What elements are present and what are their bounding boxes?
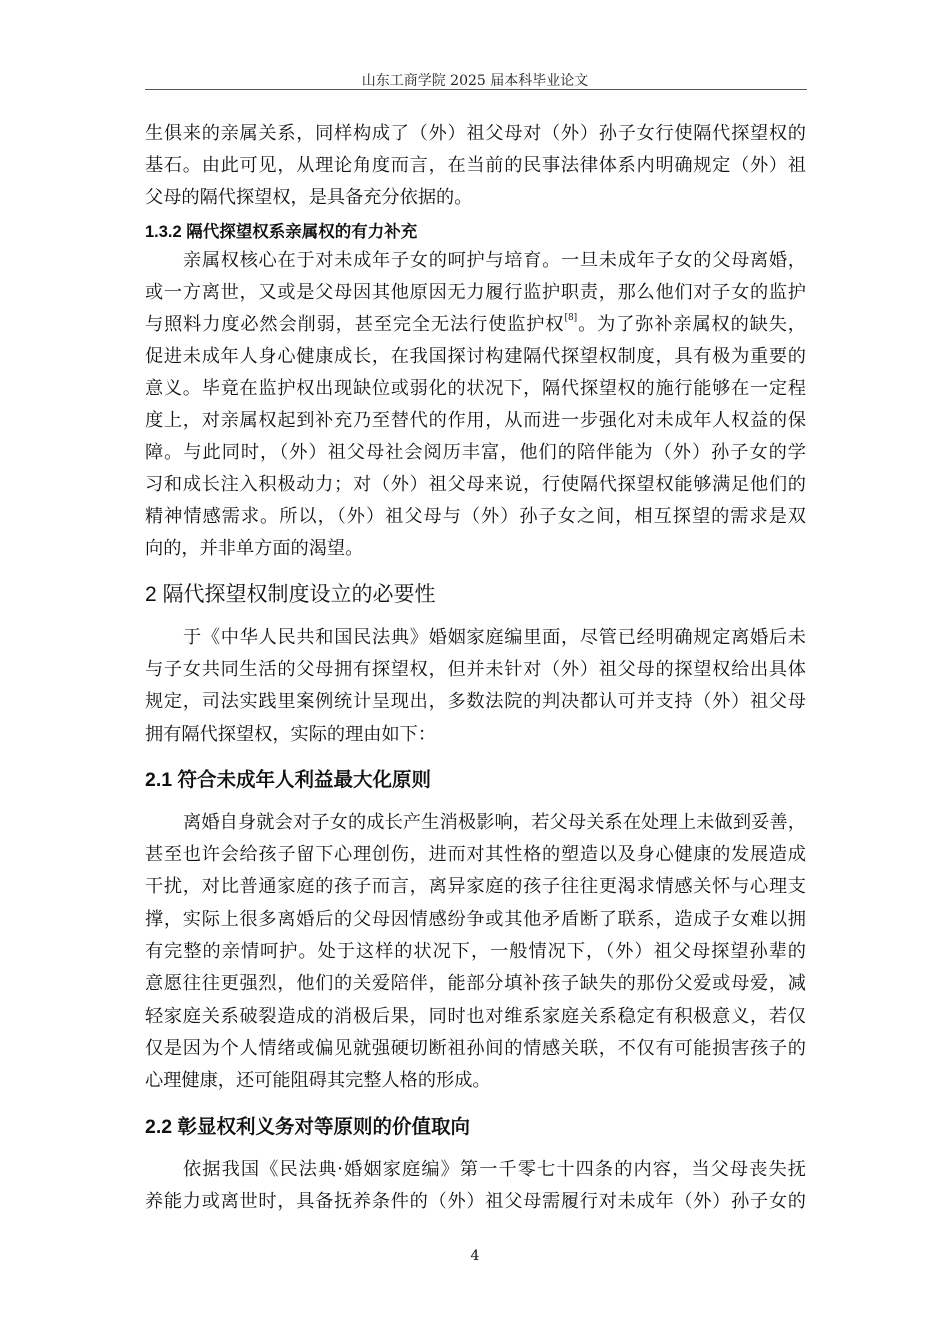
paragraph-line: 生俱来的亲属关系，同样构成了（外）祖父母对（外）孙子女行使隔代探望权的 [145, 123, 806, 144]
paragraph-line: 精神情感需求。所以，（外）祖父母与（外）孙子女之间，相互探望的需求是双 [145, 506, 806, 527]
citation-ref[interactable]: [8] [564, 313, 578, 323]
paragraph-line: 父母的隔代探望权，是具备充分依据的。 [145, 187, 473, 208]
paragraph-line: 有完整的亲情呵护。处于这样的状况下，一般情况下，（外）祖父母探望孙辈的 [145, 941, 806, 962]
paragraph-line: 养能力或离世时，具备抚养条件的（外）祖父母需履行对未成年（外）孙子女的 [145, 1191, 806, 1212]
subsection-heading: 1.3.2 隔代探望权系亲属权的有力补充 [145, 223, 418, 241]
paragraph-line: 习和成长注入积极动力；对（外）祖父母来说，行使隔代探望权能够满足他们的 [145, 474, 806, 495]
paragraph-line: 心理健康，还可能阻碍其完整人格的形成。 [145, 1070, 491, 1091]
paragraph-line: 向的，并非单方面的渴望。 [145, 538, 364, 559]
paragraph-line: 基石。由此可见，从理论角度而言，在当前的民事法律体系内明确规定（外）祖 [145, 155, 806, 176]
section-heading: 2 隔代探望权制度设立的必要性 [145, 583, 436, 606]
page-number: 4 [470, 1248, 480, 1264]
paragraph-line: 与子女共同生活的父母拥有探望权，但并未针对（外）祖父母的探望权给出具体 [145, 659, 806, 680]
paragraph-line: 或一方离世，又或是父母因其他原因无力履行监护职责，那么他们对子女的监护 [145, 282, 806, 303]
paragraph-line: 规定，司法实践里案例统计呈现出，多数法院的判决都认可并支持（外）祖父母 [145, 691, 806, 712]
paragraph-line: 依据我国《民法典·婚姻家庭编》第一千零七十四条的内容，当父母丧失抚 [183, 1159, 806, 1180]
paragraph-line: 甚至也许会给孩子留下心理创伤，进而对其性格的塑造以及身心健康的发展造成 [145, 844, 806, 865]
paragraph-line: 干扰，对比普通家庭的孩子而言，离异家庭的孩子往往更渴求情感关怀与心理支 [145, 876, 806, 897]
paragraph-line: 障。与此同时，（外）祖父母社会阅历丰富，他们的陪伴能为（外）孙子女的学 [145, 442, 806, 463]
line-text: 。为了弥补亲属权的缺失， [577, 314, 806, 335]
paragraph-line [145, 313, 806, 337]
paragraph-line: 意愿往往更强烈，他们的关爱陪伴，能部分填补孩子缺失的那份父爱或母爱，减 [145, 973, 806, 994]
paragraph-line: 促进未成年人身心健康成长，在我国探讨构建隔代探望权制度，具有极为重要的 [145, 346, 806, 367]
paragraph-line: 轻家庭关系破裂造成的消极后果，同时也对维系家庭关系稳定有积极意义，若仅 [145, 1006, 806, 1027]
paragraph-line: 仅是因为个人情绪或偏见就强硬切断祖孙间的情感关联，不仅有可能损害孩子的 [145, 1038, 806, 1059]
paragraph-line: 亲属权核心在于对未成年子女的呵护与培育。一旦未成年子女的父母离婚， [183, 250, 806, 271]
paragraph-line: 度上，对亲属权起到补充乃至替代的作用，从而进一步强化对未成年人权益的保 [145, 410, 806, 431]
header-rule [145, 89, 807, 90]
paragraph-line: 离婚自身就会对子女的成长产生消极影响，若父母关系在处理上未做到妥善， [183, 812, 806, 833]
subsection-heading: 2.1 符合未成年人利益最大化原则 [145, 769, 432, 791]
subsection-heading: 2.2 彰显权利义务对等原则的价值取向 [145, 1116, 471, 1138]
line-text: 与照料力度必然会削弱，甚至完全无法行使监护权 [145, 314, 565, 335]
paragraph-line: 拥有隔代探望权，实际的理由如下： [145, 724, 437, 745]
paragraph-line: 撑，实际上很多离婚后的父母因情感纷争或其他矛盾断了联系，造成子女难以拥 [145, 909, 806, 930]
paragraph-line: 于《中华人民共和国民法典》婚姻家庭编里面，尽管已经明确规定离婚后未 [183, 627, 806, 648]
paragraph-line: 意义。毕竟在监护权出现缺位或弱化的状况下，隔代探望权的施行能够在一定程 [145, 378, 806, 399]
running-header: 山东工商学院 2025 届本科毕业论文 [361, 73, 589, 89]
